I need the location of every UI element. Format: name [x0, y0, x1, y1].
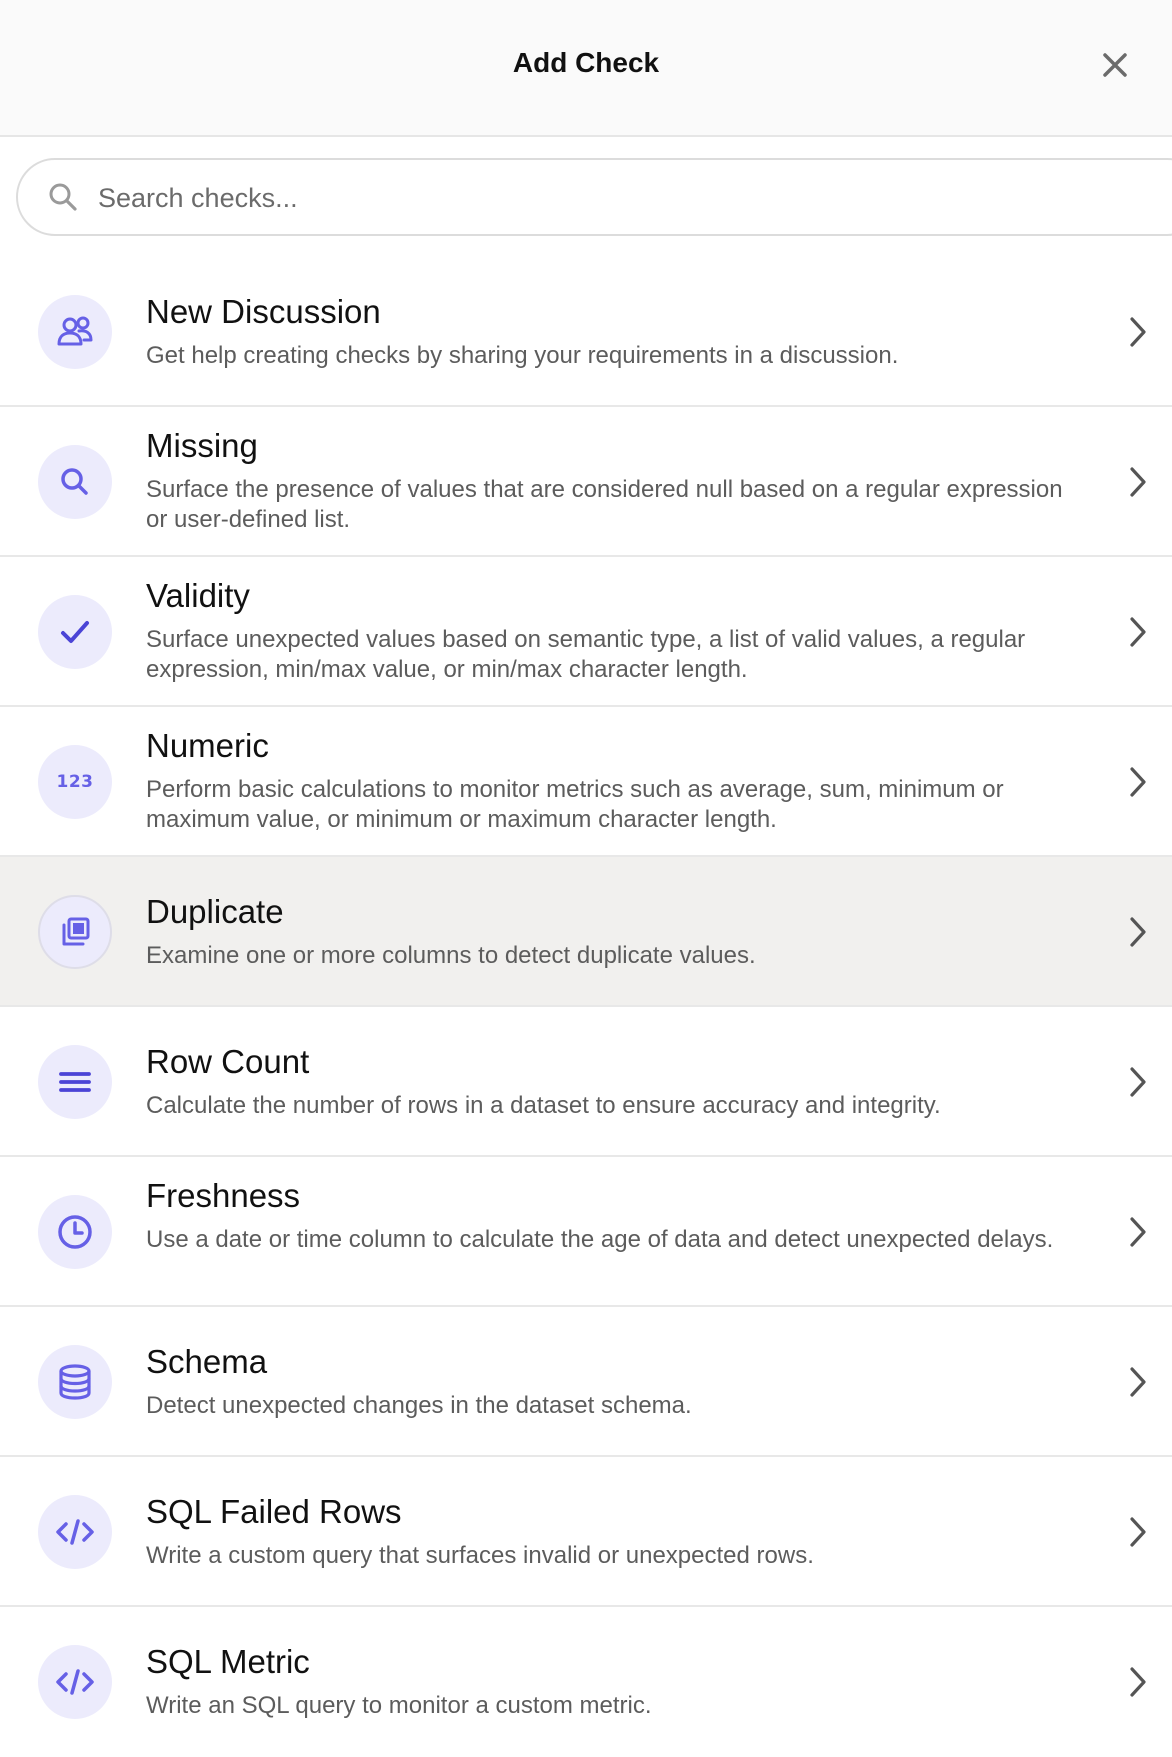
check-list	[0, 257, 1172, 1757]
item-title: Row Count	[146, 1043, 310, 1080]
chevron-right-icon	[1126, 1515, 1150, 1549]
dialog-title: Add Check	[512, 47, 660, 78]
item-icon-circle	[38, 1645, 112, 1719]
search-input[interactable]	[96, 174, 1100, 222]
item-description: Get help creating checks by sharing your requirements in a discussion.	[146, 342, 899, 369]
duplicate-icon	[58, 915, 92, 949]
item-title: New Discussion	[146, 293, 381, 330]
check-item-schema[interactable]	[0, 1307, 1172, 1457]
check-item-numeric[interactable]	[0, 707, 1172, 857]
item-title: Freshness	[146, 1177, 301, 1214]
check-icon	[57, 614, 93, 650]
chevron-right-icon	[1126, 1365, 1150, 1399]
item-title: Validity	[146, 577, 250, 614]
check-item-new-discussion[interactable]	[0, 257, 1172, 407]
chevron-right-icon	[1126, 1665, 1150, 1699]
chevron-right-icon	[1126, 1215, 1150, 1249]
item-icon-circle	[38, 295, 112, 369]
dialog-header	[0, 0, 1172, 137]
item-description: Surface unexpected values based on semantic type, a list of valid values, a regular expression, min/max value, or min/max character length.	[146, 626, 1026, 683]
users-icon	[55, 312, 95, 352]
item-title: Schema	[146, 1343, 268, 1380]
item-icon-circle	[38, 1345, 112, 1419]
check-item-sql-failed-rows[interactable]	[0, 1457, 1172, 1607]
close-icon	[1102, 52, 1128, 78]
search-icon	[46, 180, 80, 214]
chevron-right-icon	[1126, 615, 1150, 649]
chevron-right-icon	[1126, 465, 1150, 499]
close-button[interactable]	[1098, 48, 1132, 82]
item-title: Duplicate	[146, 893, 284, 930]
item-title: SQL Failed Rows	[146, 1493, 402, 1530]
check-item-validity[interactable]	[0, 557, 1172, 707]
check-item-duplicate[interactable]	[0, 857, 1172, 1007]
item-description: Perform basic calculations to monitor metrics such as average, sum, minimum or maximum value, or minimum or maximum character length.	[146, 776, 1004, 833]
chevron-right-icon	[1126, 915, 1150, 949]
database-icon	[55, 1362, 95, 1402]
item-icon-circle	[38, 595, 112, 669]
menu-lines-icon	[58, 1065, 92, 1099]
search-icon	[58, 465, 92, 499]
item-description: Calculate the number of rows in a dataset to ensure accuracy and integrity.	[146, 1092, 941, 1119]
chevron-right-icon	[1126, 1065, 1150, 1099]
item-description: Write an SQL query to monitor a custom metric.	[146, 1692, 652, 1719]
item-icon-circle	[38, 1045, 112, 1119]
clock-icon	[55, 1212, 95, 1252]
item-icon-circle	[38, 895, 112, 969]
item-icon-circle	[38, 1195, 112, 1269]
code-icon	[55, 1512, 95, 1552]
item-title: SQL Metric	[146, 1643, 310, 1680]
item-title: Numeric	[146, 727, 269, 764]
check-item-freshness[interactable]	[0, 1157, 1172, 1307]
item-icon-circle	[38, 745, 112, 819]
check-item-missing[interactable]	[0, 407, 1172, 557]
code-icon	[55, 1662, 95, 1702]
chevron-right-icon	[1126, 765, 1150, 799]
item-description: Use a date or time column to calculate the age of data and detect unexpected delays.	[146, 1226, 1054, 1253]
item-description: Write a custom query that surfaces invalid or unexpected rows.	[146, 1542, 814, 1569]
item-title: Missing	[146, 427, 258, 464]
search-box[interactable]	[16, 158, 1172, 236]
item-description: Examine one or more columns to detect duplicate values.	[146, 942, 756, 969]
item-description: Detect unexpected changes in the dataset schema.	[146, 1392, 692, 1419]
chevron-right-icon	[1126, 315, 1150, 349]
check-item-row-count[interactable]	[0, 1007, 1172, 1157]
check-item-sql-metric[interactable]	[0, 1607, 1172, 1757]
item-description: Surface the presence of values that are considered null based on a regular expression or user-defined list.	[146, 476, 1063, 533]
numbers-icon: 123	[56, 772, 94, 792]
item-icon-circle	[38, 1495, 112, 1569]
item-icon-circle	[38, 445, 112, 519]
